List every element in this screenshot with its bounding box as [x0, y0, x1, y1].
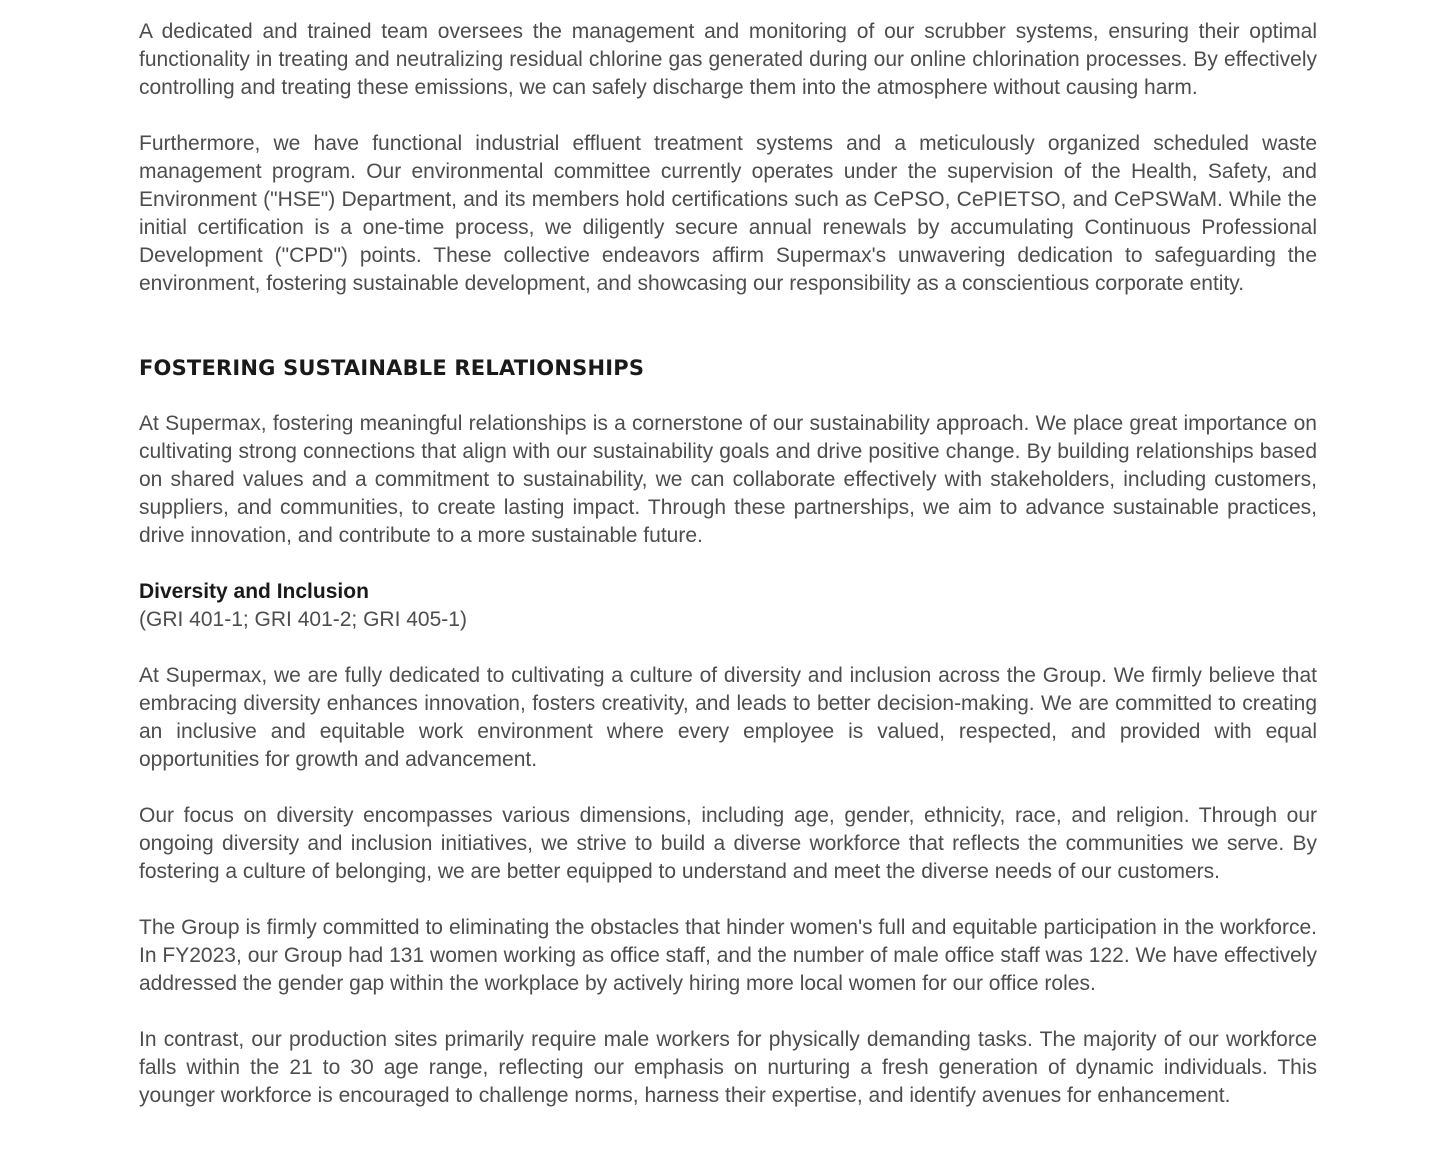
gender-paragraph: The Group is firmly committed to eliminating the obstacles that hinder women's full and equitable participation in the workforce. In FY2023, our Group had 131 women working as office staff, and the number of male office staff was 122. We have effectively addressed the gender gap within the workplace by actively hiring more local women for our office roles. — [139, 916, 1317, 995]
gri-reference: (GRI 401-1; GRI 401-2; GRI 405-1) — [139, 608, 467, 631]
effluent-paragraph: Furthermore, we have functional industrial effluent treatment systems and a meticulously organized scheduled waste management program. Our environmental committee currently operates under the supervision of the Health, Safety, and Environment ("HSE") Department, and its members hold certifications such as CePSO, CePIETSO, and CePSWaM. While the initial certification is a one-time process, we diligently secure annual renewals by accumulating Continuous Professional Development ("CPD") points. These collective endeavors affirm Supermax's unwavering dedication to safeguarding the environment, fostering sustainable development, and showcasing our responsibility as a conscientious corporate entity. — [139, 132, 1317, 295]
scrubber-paragraph: A dedicated and trained team oversees the management and monitoring of our scrubber systems, ensuring their optimal functionality in treating and neutralizing residual chlorine gas generated during our online chlorination processes. By effectively controlling and treating these emissions, we can safely discharge them into the atmosphere without causing harm. — [139, 20, 1317, 99]
diversity-dimensions-paragraph: Our focus on diversity encompasses various dimensions, including age, gender, ethnicity, race, and religion. Through our ongoing diversity and inclusion initiatives, we strive to build a diverse workforce that reflects the communities we serve. By fostering a culture of belonging, we are better equipped to understand and meet the diverse needs of our customers. — [139, 804, 1317, 883]
diversity-paragraph: At Supermax, we are fully dedicated to cultivating a culture of diversity and inclusion across the Group. We firmly believe that embracing diversity enhances innovation, fosters creativity, and leads to better decision-making. We are committed to creating an inclusive and equitable work environment where every employee is valued, respected, and provided with equal opportunities for growth and advancement. — [139, 664, 1317, 771]
document-page — [139, 18, 1317, 1110]
subsection-heading: Diversity and Inclusion — [139, 580, 369, 603]
production-workforce-paragraph: In contrast, our production sites primarily require male workers for physically demanding tasks. The majority of our workforce falls within the 21 to 30 age range, reflecting our emphasis on nurturing a fresh generation of dynamic individuals. This younger workforce is encouraged to challenge norms, harness their expertise, and identify avenues for enhancement. — [139, 1028, 1317, 1107]
section-heading: FOSTERING SUSTAINABLE RELATIONSHIPS — [139, 356, 645, 380]
relationships-paragraph: At Supermax, fostering meaningful relationships is a cornerstone of our sustainability approach. We place great importance on cultivating strong connections that align with our sustainability goals and drive positive change. By building relationships based on shared values and a commitment to sustainability, we can collaborate effectively with stakeholders, including customers, suppliers, and communities, to create lasting impact. Through these partnerships, we aim to advance sustainable practices, drive innovation, and contribute to a more sustainable future. — [139, 412, 1317, 547]
